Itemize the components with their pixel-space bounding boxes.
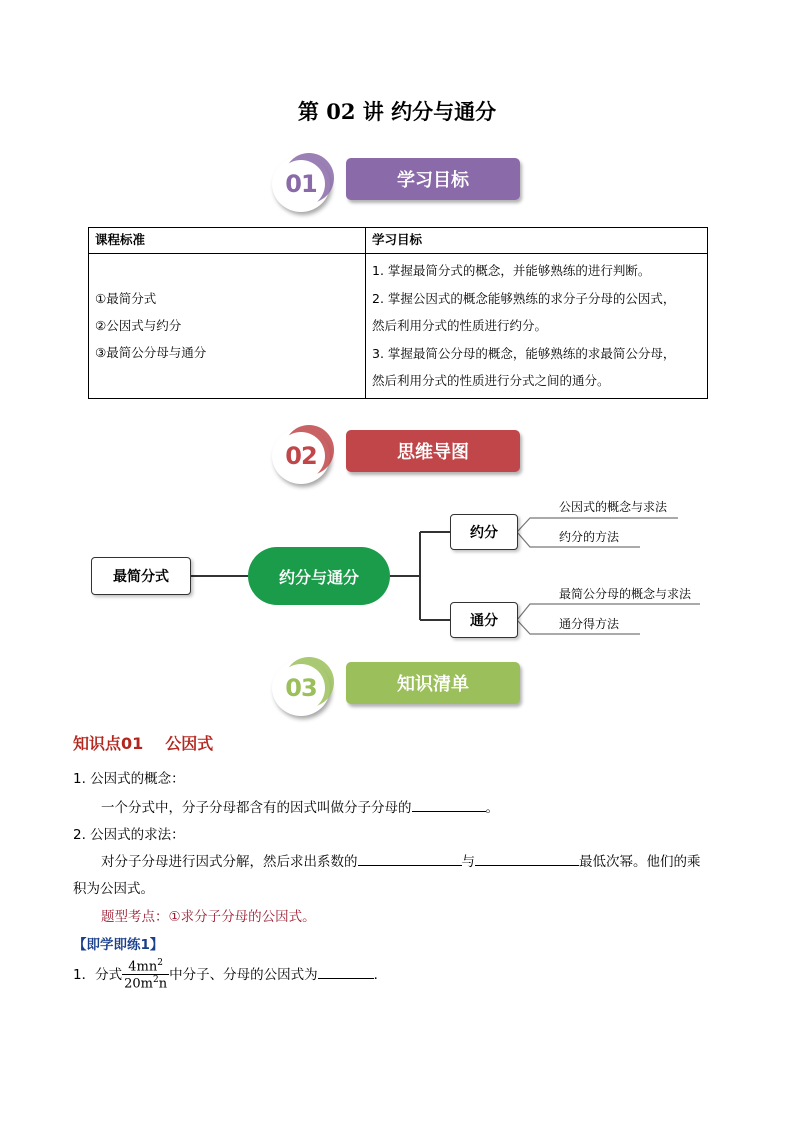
- goal-line: 3. 掌握最简公分母的概念，能够熟练的求最简公分母，: [372, 345, 676, 361]
- method-title: 2. 公因式的求法：: [73, 827, 185, 843]
- fill-blank[interactable]: [358, 851, 462, 866]
- concept-title: 1. 公因式的概念：: [73, 771, 185, 787]
- mindmap-leaf: 通分得方法: [559, 617, 620, 631]
- knowledge-point-heading: 知识点01 公因式: [73, 734, 214, 753]
- standard-item: ③最简公分母与通分: [95, 345, 207, 361]
- page-title: 第 02 讲 约分与通分: [297, 99, 497, 124]
- standard-item: ②公因式与约分: [95, 318, 182, 334]
- goal-line: 2. 掌握公因式的概念能够熟练的求分子分母的公因式，: [372, 290, 676, 306]
- method-text-cont: 积为公因式。: [73, 881, 154, 897]
- mindmap-leaf: 最简公分母的概念与求法: [559, 587, 692, 601]
- question-1: 1．分式 $\frac{4mn^2}{20m^2n}$ 中分子、分母的公因式为 ．: [73, 958, 388, 992]
- mindmap-leaf: 约分的方法: [559, 530, 620, 544]
- section-number-badge: 01: [272, 156, 330, 212]
- standard-item: ①最简分式: [95, 291, 157, 307]
- section-label: 知识清单: [346, 662, 520, 704]
- method-text: 对分子分母进行因式分解，然后求出系数的 与 最低次幂。他们的乘: [101, 850, 701, 870]
- section-banner-01: [272, 156, 522, 212]
- exam-point: 题型考点：①求分子分母的公因式。: [101, 909, 316, 925]
- fraction: $\frac{4mn^2}{20m^2n}$: [124, 958, 168, 992]
- fill-blank[interactable]: [475, 851, 579, 866]
- section-banner-02: [272, 428, 522, 484]
- mindmap-branch-tongfen: 通分: [450, 602, 518, 638]
- goal-line: 然后利用分式的性质进行约分。: [372, 318, 548, 333]
- mindmap-leaf: 公因式的概念与求法: [559, 500, 668, 514]
- practice-title: 【即学即练1】: [73, 937, 164, 953]
- table-header-standard: 课程标准: [89, 228, 366, 254]
- table-header-goal: 学习目标: [366, 228, 708, 254]
- concept-text: 一个分式中，分子分母都含有的因式叫做分子分母的 。: [101, 796, 499, 816]
- goal-line: 然后利用分式的性质进行分式之间的通分。: [372, 373, 610, 388]
- goals-cell: [366, 254, 708, 399]
- fill-blank[interactable]: [412, 797, 486, 812]
- mindmap-center-node: 约分与通分: [248, 547, 390, 605]
- mindmap-branch-yuefen: 约分: [450, 514, 518, 550]
- section-banner-03: [272, 660, 522, 716]
- standards-cell: [89, 254, 366, 399]
- section-label: 学习目标: [346, 158, 520, 200]
- goals-table: [88, 227, 708, 399]
- section-label: 思维导图: [346, 430, 520, 472]
- goal-line: 1. 掌握最简分式的概念，并能够熟练的进行判断。: [372, 263, 651, 278]
- section-number-badge: 02: [272, 428, 330, 484]
- mindmap-root-node: 最简分式: [91, 557, 191, 595]
- section-number-badge: 03: [272, 660, 330, 716]
- fill-blank[interactable]: [318, 964, 374, 979]
